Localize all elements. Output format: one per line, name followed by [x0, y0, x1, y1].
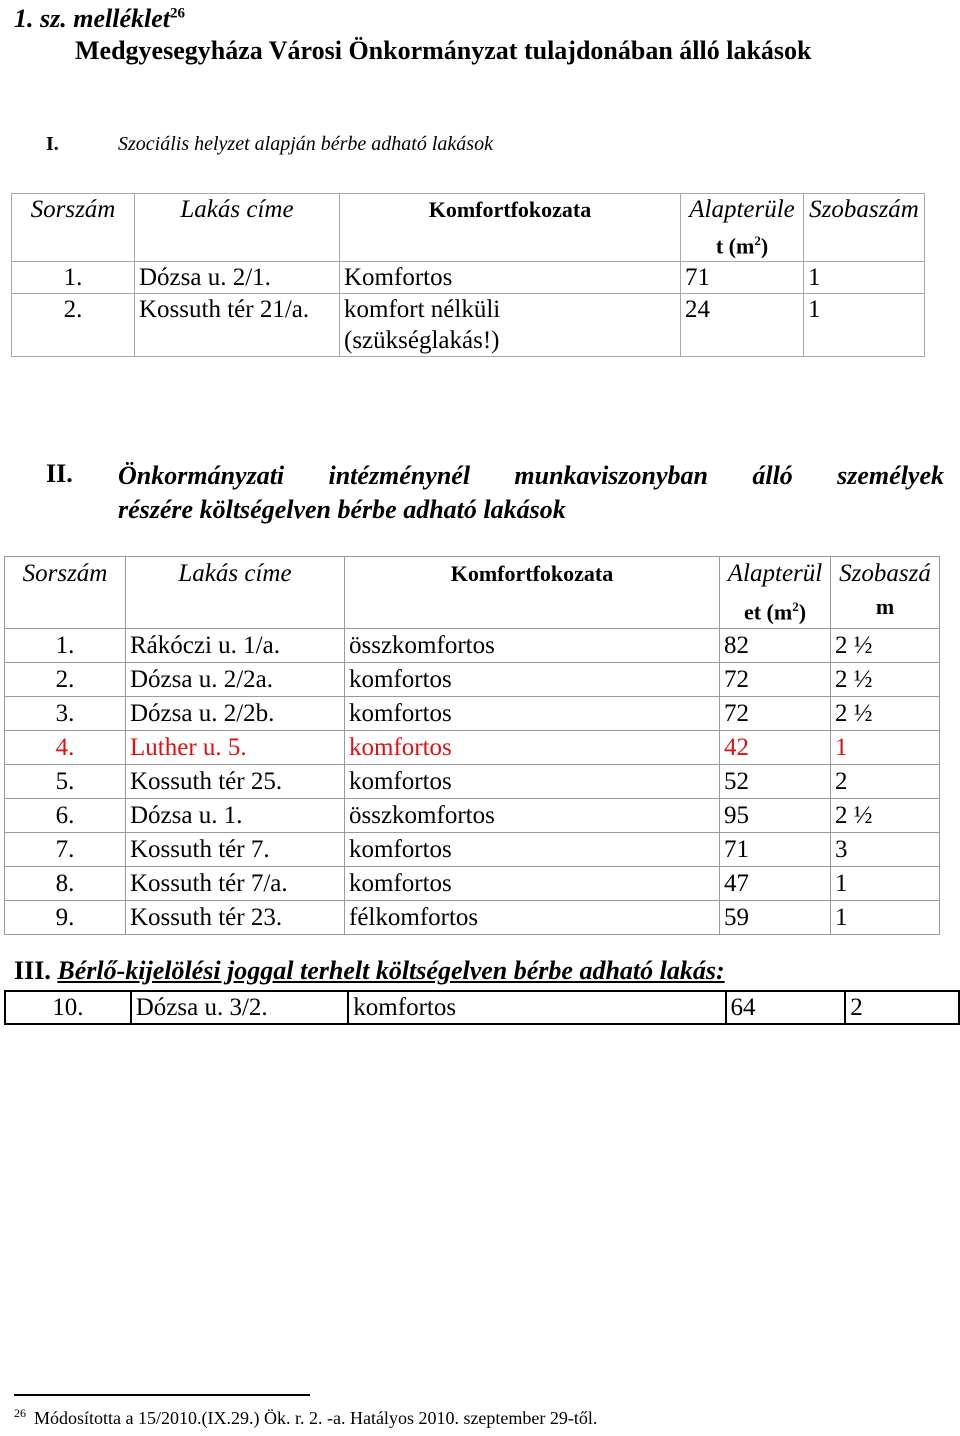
- table-row: [5, 799, 940, 833]
- cell-address: Rákóczi u. 1/a.: [126, 629, 345, 663]
- col-header-area-line2: t $(m^2)$: [715, 233, 769, 259]
- col-header-area-line2: et $(m^2)$: [743, 599, 807, 625]
- table-row: [12, 294, 925, 357]
- cell-rooms: 2: [845, 991, 959, 1024]
- table-row: [5, 765, 940, 799]
- cell-area: 95: [720, 799, 831, 833]
- cell-rooms: 2 ½: [831, 799, 940, 833]
- cell-comfort: komfortos: [348, 991, 725, 1024]
- cell-comfort: komfortos: [345, 731, 720, 765]
- cell-address: Kossuth tér 21/a.: [135, 294, 340, 357]
- cell-address: Dózsa u. 3/2.: [131, 991, 349, 1024]
- table-row: [5, 731, 940, 765]
- cell-comfort: komfortos: [345, 867, 720, 901]
- cell-area: 42: [720, 731, 831, 765]
- cell-rooms: 1: [804, 294, 925, 357]
- section-3-heading: [14, 956, 725, 986]
- col-header-area: [720, 557, 831, 629]
- section-1-table: [11, 193, 925, 357]
- cell-rooms: 1: [804, 262, 925, 294]
- cell-comfort: Komfortos: [340, 262, 681, 294]
- cell-rooms: 1: [831, 901, 940, 935]
- cell-rooms: 2: [831, 765, 940, 799]
- table-row: [5, 697, 940, 731]
- cell-comfort: komfortos: [345, 833, 720, 867]
- cell-no: 8.: [5, 867, 126, 901]
- document-title: Medgyesegyháza Városi Önkormányzat tulajdonában álló lakások: [75, 36, 812, 65]
- table-row: [5, 901, 940, 935]
- col-header-no: Sorszám: [5, 557, 126, 629]
- section-1-number: I.: [46, 133, 59, 155]
- cell-area: 72: [720, 697, 831, 731]
- cell-comfort: komfortos: [345, 663, 720, 697]
- col-header-area: [681, 194, 804, 262]
- cell-address: Kossuth tér 23.: [126, 901, 345, 935]
- cell-no: 1.: [12, 262, 135, 294]
- cell-no: 1.: [5, 629, 126, 663]
- cell-comfort: összkomfortos: [345, 629, 720, 663]
- cell-no: 9.: [5, 901, 126, 935]
- col-header-rooms: [831, 557, 940, 629]
- section-3-title: Bérlő-kijelölési joggal terhelt költségelven bérbe adható lakás:: [57, 956, 725, 985]
- annex-text: 1. sz. melléklet: [14, 4, 170, 33]
- cell-address: Dózsa u. 2/2a.: [126, 663, 345, 697]
- cell-no: 6.: [5, 799, 126, 833]
- cell-no: 5.: [5, 765, 126, 799]
- footnote-divider: [14, 1394, 310, 1396]
- col-header-area-line1: Alapterüle: [689, 196, 795, 223]
- cell-no: 7.: [5, 833, 126, 867]
- col-header-comfort: Komfortfokozata: [345, 557, 720, 629]
- footnote-text: Módosította a 15/2010.(IX.29.) Ök. r. 2. -a. Hatályos 2010. szeptember 29-től.: [34, 1408, 598, 1428]
- col-header-address: Lakás címe: [126, 557, 345, 629]
- cell-address: Kossuth tér 7.: [126, 833, 345, 867]
- cell-area: 47: [720, 867, 831, 901]
- section-3-table: [4, 990, 960, 1025]
- cell-area: 72: [720, 663, 831, 697]
- cell-rooms: 1: [831, 731, 940, 765]
- col-header-rooms-line1: Szobaszá: [839, 560, 931, 587]
- section-1-heading: [46, 133, 493, 156]
- cell-comfort: [340, 294, 681, 357]
- cell-rooms: 2 ½: [831, 663, 940, 697]
- table-row: [5, 833, 940, 867]
- table-header-row: [12, 194, 925, 262]
- cell-no: 4.: [5, 731, 126, 765]
- cell-area: 52: [720, 765, 831, 799]
- table-row: [5, 663, 940, 697]
- table-row: [5, 991, 959, 1024]
- col-header-address: Lakás címe: [135, 194, 340, 262]
- section-2-number: II.: [46, 459, 73, 488]
- cell-comfort: félkomfortos: [345, 901, 720, 935]
- cell-address: Dózsa u. 2/1.: [135, 262, 340, 294]
- annex-footnote-ref[interactable]: 26: [169, 5, 185, 22]
- col-header-rooms: Szobaszám: [804, 194, 925, 262]
- table-row: [5, 629, 940, 663]
- section-3-number: III.: [14, 956, 51, 985]
- cell-rooms: 2 ½: [831, 629, 940, 663]
- cell-comfort-line2: (szükséglakás!): [344, 327, 500, 355]
- cell-address: Dózsa u. 2/2b.: [126, 697, 345, 731]
- col-header-rooms-line2: m: [875, 594, 895, 619]
- cell-area: 71: [681, 262, 804, 294]
- section-2-title-line2: részére költségelven bérbe adható lakások: [118, 495, 566, 524]
- cell-no: 3.: [5, 697, 126, 731]
- col-header-no: Sorszám: [12, 194, 135, 262]
- cell-rooms: 2 ½: [831, 697, 940, 731]
- section-2-title: [118, 459, 944, 527]
- cell-no: 10.: [5, 991, 131, 1024]
- col-header-area-line1: Alapterül: [727, 560, 823, 587]
- section-1-title: Szociális helyzet alapján bérbe adható lakások: [118, 133, 493, 155]
- cell-no: 2.: [5, 663, 126, 697]
- section-2-table: [4, 556, 940, 935]
- cell-comfort: komfortos: [345, 697, 720, 731]
- cell-rooms: 3: [831, 833, 940, 867]
- cell-area: 59: [720, 901, 831, 935]
- table-header-row: [5, 557, 940, 629]
- table-row: [5, 867, 940, 901]
- cell-address: Dózsa u. 1.: [126, 799, 345, 833]
- col-header-comfort: Komfortfokozata: [340, 194, 681, 262]
- footnote-mark: 26: [14, 1406, 26, 1420]
- cell-address: Kossuth tér 7/a.: [126, 867, 345, 901]
- cell-area: 64: [726, 991, 846, 1024]
- cell-comfort: komfortos: [345, 765, 720, 799]
- cell-rooms: 1: [831, 867, 940, 901]
- footnote: [14, 1408, 597, 1429]
- cell-address: Kossuth tér 25.: [126, 765, 345, 799]
- cell-no: 2.: [12, 294, 135, 357]
- annex-label: [14, 4, 185, 34]
- cell-area: 71: [720, 833, 831, 867]
- cell-comfort-line1: komfort nélküli: [344, 296, 501, 324]
- cell-area: 82: [720, 629, 831, 663]
- cell-address: Luther u. 5.: [126, 731, 345, 765]
- section-2-title-line1: Önkormányzati intézménynél munkaviszonyban álló személyek: [118, 461, 944, 490]
- cell-area: 24: [681, 294, 804, 357]
- cell-comfort: összkomfortos: [345, 799, 720, 833]
- table-row: [12, 262, 925, 294]
- section-2-rows: [5, 629, 940, 935]
